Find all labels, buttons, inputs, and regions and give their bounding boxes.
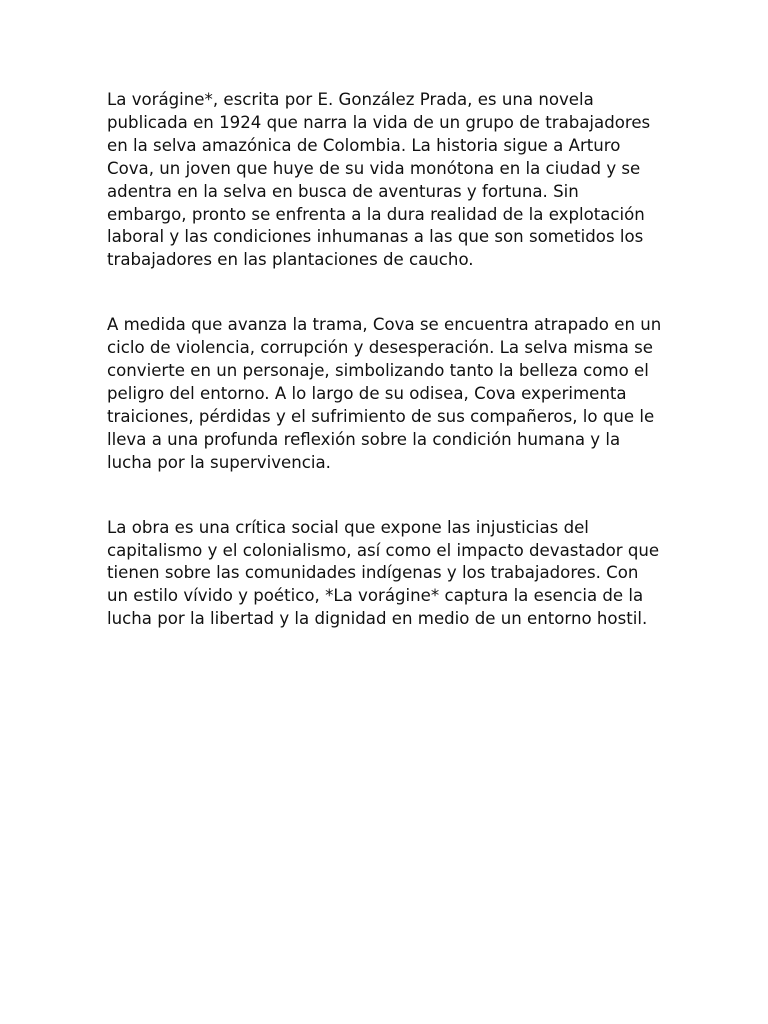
document-body: [107, 89, 663, 631]
paragraph-2: A medida que avanza la trama, Cova se encuentra atrapado en un ciclo de violencia, corrupción y desesperación. La selva misma se convierte en un personaje, simbolizando tanto la belleza como el peligro del entorno. A lo largo de su odisea, Cova experimenta traiciones, pérdidas y el sufrimiento de sus compañeros, lo que le lleva a una profunda reflexión sobre la condición humana y la lucha por la supervivencia.: [107, 315, 662, 472]
paragraph-3: La obra es una crítica social que expone las injusticias del capitalismo y el colonialismo, así como el impacto devastador que tienen sobre las comunidades indígenas y los trabajadores. Con un estilo vívido y poético, *La vorágine* captura la esencia de la lucha por la libertad y la dignidad en medio de un entorno hostil.: [107, 517, 660, 629]
paragraph-1: La vorágine*, escrita por E. González Prada, es una novela publicada en 1924 que narra la vida de un grupo de trabajadores en la selva amazónica de Colombia. La historia sigue a Arturo Cova, un joven que huye de su vida monótona en la ciudad y se adentra en la selva en busca de aventuras y fortuna. Sin embargo, pronto se enfrenta a la dura realidad de la explotación laboral y las condiciones inhumanas a las que son sometidos los trabajadores en las plantaciones de caucho.: [107, 90, 651, 270]
